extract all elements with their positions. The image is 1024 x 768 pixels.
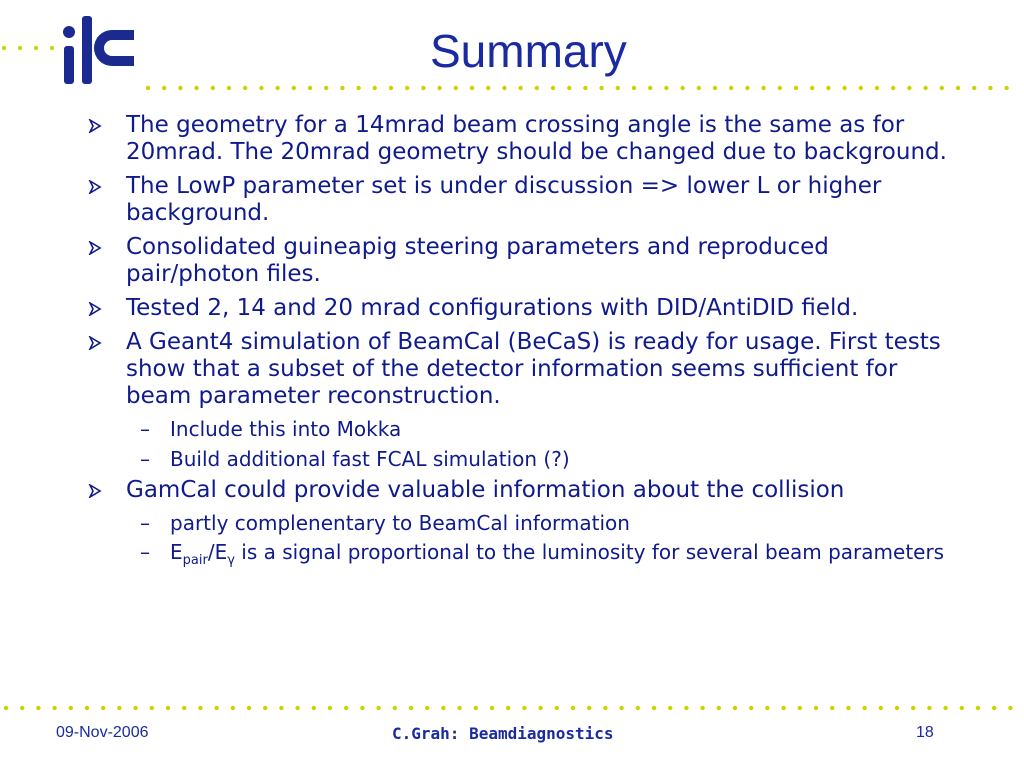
decorative-dot xyxy=(425,706,429,710)
decorative-dot xyxy=(457,706,461,710)
sub-bullet-item xyxy=(88,447,968,472)
dash-bullet: – xyxy=(140,417,150,441)
decorative-dot xyxy=(490,706,494,710)
decorative-dot xyxy=(522,706,526,710)
decorative-dot xyxy=(454,86,458,90)
decorative-dot xyxy=(373,86,377,90)
decorative-dot xyxy=(231,706,235,710)
sub-bullet-text: is a signal proportional to the luminosity for several beam parameters xyxy=(234,540,945,564)
decorative-dot xyxy=(312,706,316,710)
bullet-item xyxy=(88,173,968,227)
decorative-dot xyxy=(567,86,571,90)
decorative-dot xyxy=(506,706,510,710)
decorative-dot xyxy=(376,706,380,710)
top-dotted-line xyxy=(0,44,70,52)
energy-symbol: E xyxy=(170,540,183,564)
decorative-dot xyxy=(879,706,883,710)
arrow-bullet-icon xyxy=(88,119,102,133)
decorative-dot xyxy=(502,86,506,90)
decorative-dot xyxy=(713,86,717,90)
decorative-dot xyxy=(778,86,782,90)
sub-bullet-text: Include this into Mokka xyxy=(170,417,402,441)
header-dotted-line xyxy=(0,84,1024,92)
bullet-item xyxy=(88,112,968,166)
decorative-dot xyxy=(133,706,137,710)
decorative-dot xyxy=(891,86,895,90)
decorative-dot xyxy=(781,706,785,710)
decorative-dot xyxy=(652,706,656,710)
decorative-dot xyxy=(470,86,474,90)
bullet-item xyxy=(88,295,968,322)
decorative-dot xyxy=(648,86,652,90)
decorative-dot xyxy=(52,706,56,710)
decorative-dot xyxy=(101,706,105,710)
decorative-dot xyxy=(538,706,542,710)
dash-bullet: – xyxy=(140,511,150,535)
decorative-dot xyxy=(295,706,299,710)
bullet-text: GamCal could provide valuable information about the collision xyxy=(126,477,845,503)
bullet-text: The LowP parameter set is under discussion => lower L or higher background. xyxy=(126,173,882,226)
decorative-dot xyxy=(344,706,348,710)
decorative-dot xyxy=(717,706,721,710)
decorative-dot xyxy=(972,86,976,90)
decorative-dot xyxy=(960,706,964,710)
decorative-dot xyxy=(859,86,863,90)
decorative-dot xyxy=(814,706,818,710)
arrow-bullet-icon xyxy=(88,302,102,316)
decorative-dot xyxy=(636,706,640,710)
decorative-dot xyxy=(729,86,733,90)
bullet-text: Tested 2, 14 and 20 mrad configurations with DID/AntiDID field. xyxy=(126,295,859,321)
decorative-dot xyxy=(603,706,607,710)
arrow-bullet-icon xyxy=(88,484,102,498)
decorative-dot xyxy=(360,706,364,710)
bullet-item xyxy=(88,329,968,410)
decorative-dot xyxy=(749,706,753,710)
decorative-dot xyxy=(194,86,198,90)
decorative-dot xyxy=(976,706,980,710)
decorative-dot xyxy=(619,706,623,710)
bullet-text: The geometry for a 14mrad beam crossing angle is the same as for 20mrad. The 20mrad geometry should be changed due to background. xyxy=(126,112,947,165)
sub-bullet-text: Build additional fast FCAL simulation (?) xyxy=(170,447,570,471)
decorative-dot xyxy=(810,86,814,90)
decorative-dot xyxy=(166,706,170,710)
decorative-dot xyxy=(437,86,441,90)
energy-slash: /E xyxy=(207,540,228,564)
decorative-dot xyxy=(1004,86,1008,90)
decorative-dot xyxy=(308,86,312,90)
decorative-dot xyxy=(474,706,478,710)
decorative-dot xyxy=(182,706,186,710)
decorative-dot xyxy=(421,86,425,90)
footer-page-number: 18 xyxy=(916,724,934,741)
bullet-list xyxy=(88,112,968,577)
decorative-dot xyxy=(555,706,559,710)
arrow-bullet-icon xyxy=(88,336,102,350)
decorative-dot xyxy=(292,86,296,90)
decorative-dot xyxy=(583,86,587,90)
decorative-dot xyxy=(551,86,555,90)
decorative-dot xyxy=(794,86,798,90)
decorative-dot xyxy=(923,86,927,90)
decorative-dot xyxy=(85,706,89,710)
decorative-dot xyxy=(69,706,73,710)
decorative-dot xyxy=(940,86,944,90)
bullet-text: A Geant4 simulation of BeamCal (BeCaS) is ready for usage. First tests show that a subset of the detector information seems sufficient for beam parameter reconstruction. xyxy=(126,329,941,409)
decorative-dot xyxy=(279,706,283,710)
decorative-dot xyxy=(943,706,947,710)
footer-author: C.Grah: Beamdiagnostics xyxy=(392,724,614,743)
decorative-dot xyxy=(842,86,846,90)
decorative-dot xyxy=(389,86,393,90)
decorative-dot xyxy=(862,706,866,710)
decorative-dot xyxy=(697,86,701,90)
decorative-dot xyxy=(664,86,668,90)
decorative-dot xyxy=(150,706,154,710)
dash-bullet: – xyxy=(140,447,150,471)
decorative-dot xyxy=(243,86,247,90)
decorative-dot xyxy=(146,86,150,90)
sub-bullet-text: partly complenentary to BeamCal information xyxy=(170,511,630,535)
decorative-dot xyxy=(684,706,688,710)
decorative-dot xyxy=(846,706,850,710)
decorative-dot xyxy=(178,86,182,90)
slide-title: Summary xyxy=(430,25,627,77)
bullet-item xyxy=(88,234,968,288)
decorative-dot xyxy=(356,86,360,90)
dash-bullet: – xyxy=(140,540,150,564)
decorative-dot xyxy=(247,706,251,710)
decorative-dot xyxy=(198,706,202,710)
decorative-dot xyxy=(761,86,765,90)
bullet-text: Consolidated guineapig steering parameters and reproduced pair/photon files. xyxy=(126,234,829,287)
decorative-dot xyxy=(992,706,996,710)
decorative-dot xyxy=(535,86,539,90)
decorative-dot xyxy=(263,706,267,710)
decorative-dot xyxy=(518,86,522,90)
decorative-dot xyxy=(275,86,279,90)
decorative-dot xyxy=(733,706,737,710)
decorative-dot xyxy=(162,86,166,90)
decorative-dot xyxy=(875,86,879,90)
decorative-dot xyxy=(340,86,344,90)
ilc-logo xyxy=(60,12,140,92)
decorative-dot xyxy=(616,86,620,90)
decorative-dot xyxy=(700,706,704,710)
decorative-dot xyxy=(409,706,413,710)
decorative-dot xyxy=(571,706,575,710)
footer-date: 09-Nov-2006 xyxy=(56,724,149,741)
decorative-dot xyxy=(599,86,603,90)
decorative-dot xyxy=(988,86,992,90)
decorative-dot xyxy=(745,86,749,90)
decorative-dot xyxy=(668,706,672,710)
decorative-dot xyxy=(227,86,231,90)
decorative-dot xyxy=(4,706,8,710)
arrow-bullet-icon xyxy=(88,180,102,194)
decorative-dot xyxy=(405,86,409,90)
decorative-dot xyxy=(324,86,328,90)
bullet-item xyxy=(88,477,968,504)
sub-bullet-item xyxy=(88,511,968,536)
arrow-bullet-icon xyxy=(88,241,102,255)
decorative-dot xyxy=(927,706,931,710)
decorative-dot xyxy=(830,706,834,710)
sub-bullet-item xyxy=(88,541,968,572)
decorative-dot xyxy=(798,706,802,710)
pair-subscript: pair xyxy=(182,553,208,568)
decorative-dot xyxy=(680,86,684,90)
footer-dotted-line xyxy=(0,704,1024,712)
decorative-dot xyxy=(214,706,218,710)
decorative-dot xyxy=(765,706,769,710)
decorative-dot xyxy=(632,86,636,90)
decorative-dot xyxy=(895,706,899,710)
decorative-dot xyxy=(211,86,215,90)
decorative-dot xyxy=(36,706,40,710)
decorative-dot xyxy=(911,706,915,710)
decorative-dot xyxy=(826,86,830,90)
decorative-dot xyxy=(441,706,445,710)
decorative-dot xyxy=(486,86,490,90)
decorative-dot xyxy=(20,706,24,710)
decorative-dot xyxy=(956,86,960,90)
sub-bullet-item xyxy=(88,417,968,442)
decorative-dot xyxy=(117,706,121,710)
decorative-dot xyxy=(393,706,397,710)
decorative-dot xyxy=(587,706,591,710)
decorative-dot xyxy=(1008,706,1012,710)
gamma-subscript: γ xyxy=(227,553,235,568)
decorative-dot xyxy=(907,86,911,90)
decorative-dot xyxy=(259,86,263,90)
decorative-dot xyxy=(328,706,332,710)
